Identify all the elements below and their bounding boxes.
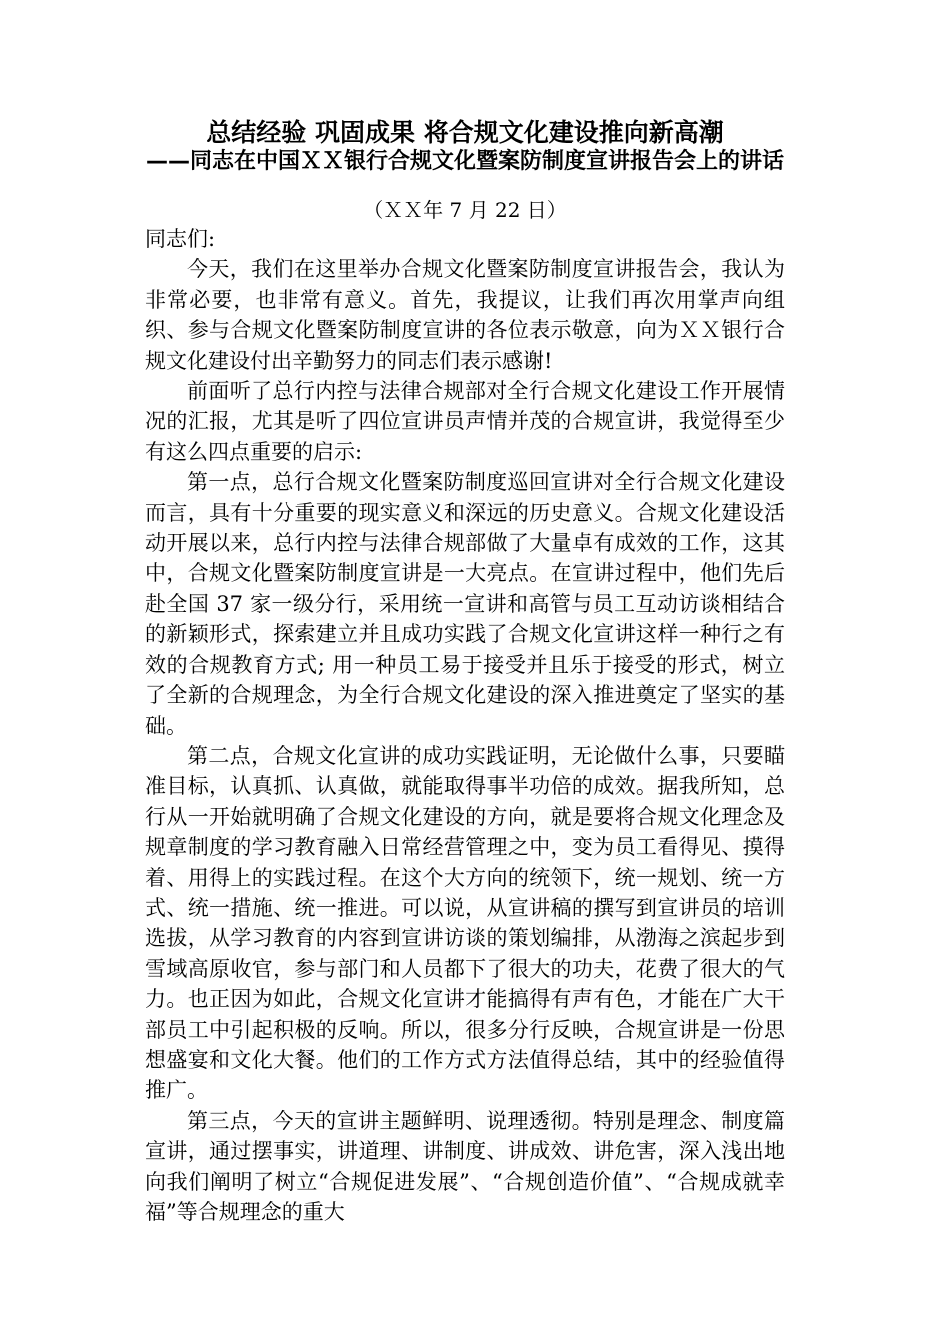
paragraph-point-three: 第三点，今天的宣讲主题鲜明、说理透彻。特别是理念、制度篇宣讲，通过摆事实，讲道理、讲制度、讲成效、讲危害，深入浅出地向我们阐明了树立“合规促进发展”、“合规创造价值”、“合规成就幸福”等合规理念的重大: [145, 1108, 785, 1224]
paragraph-point-two: 第二点，合规文化宣讲的成功实践证明，无论做什么事，只要瞄准目标，认真抓、认真做，就能取得事半功倍的成效。据我所知，总行从一开始就明确了合规文化建设的方向，就是要将合规文化理念及规章制度的学习教育融入日常经营管理之中，变为员工看得见、摸得着、用得上的实践过程。在这个大方向的统领下，统一规划、统一方式、统一措施、统一推进。可以说，从宣讲稿的撰写到宣讲员的培训选拔，从学习教育的内容到宣讲访谈的策划编排，从渤海之滨起步到雪域高原收官，参与部门和人员都下了很大的功夫，花费了很大的气力。也正因为如此，合规文化宣讲才能搞得有声有色，才能在广大干部员工中引起积极的反响。所以，很多分行反映，合规宣讲是一份思想盛宴和文化大餐。他们的工作方式方法值得总结，其中的经验值得推广。: [145, 743, 785, 1103]
document-title: 总结经验 巩固成果 将合规文化建设推向新高潮: [206, 118, 724, 147]
paragraph-opening: 今天，我们在这里举办合规文化暨案防制度宣讲报告会，我认为非常必要，也非常有意义。首先，我提议，让我们再次用掌声向组织、参与合规文化暨案防制度宣讲的各位表示敬意，向为ＸＸ银行合规文化建设付出辛勤努力的同志们表示感谢!: [145, 257, 785, 373]
paragraph-insights-intro: 前面听了总行内控与法律合规部对全行合规文化建设工作开展情况的汇报，尤其是听了四位宣讲员声情并茂的合规宣讲，我觉得至少有这么四点重要的启示:: [145, 379, 785, 464]
document-subtitle: ——同志在中国ＸＸ银行合规文化暨案防制度宣讲报告会上的讲话: [145, 149, 784, 174]
document-page: [145, 118, 785, 1227]
paragraph-point-one: 第一点，总行合规文化暨案防制度巡回宣讲对全行合规文化建设而言，具有十分重要的现实意义和深远的历史意义。合规文化建设活动开展以来，总行内控与法律合规部做了大量卓有成效的工作，这其中，合规文化暨案防制度宣讲是一大亮点。在宣讲过程中，他们先后赴全国 37 家一级分行，采用统一宣讲和高管与员工互动访谈相结合的新颖形式，探索建立并且成功实践了合规文化宣讲这样一种行之有效的合规教育方式; 用一种员工易于接受并且乐于接受的形式，树立了全新的合规理念，为全行合规文化建设的深入推进奠定了坚实的基础。: [145, 470, 785, 738]
speech-date: （ＸＸ年 7 月 22 日）: [363, 198, 567, 222]
salutation: 同志们:: [145, 227, 216, 251]
